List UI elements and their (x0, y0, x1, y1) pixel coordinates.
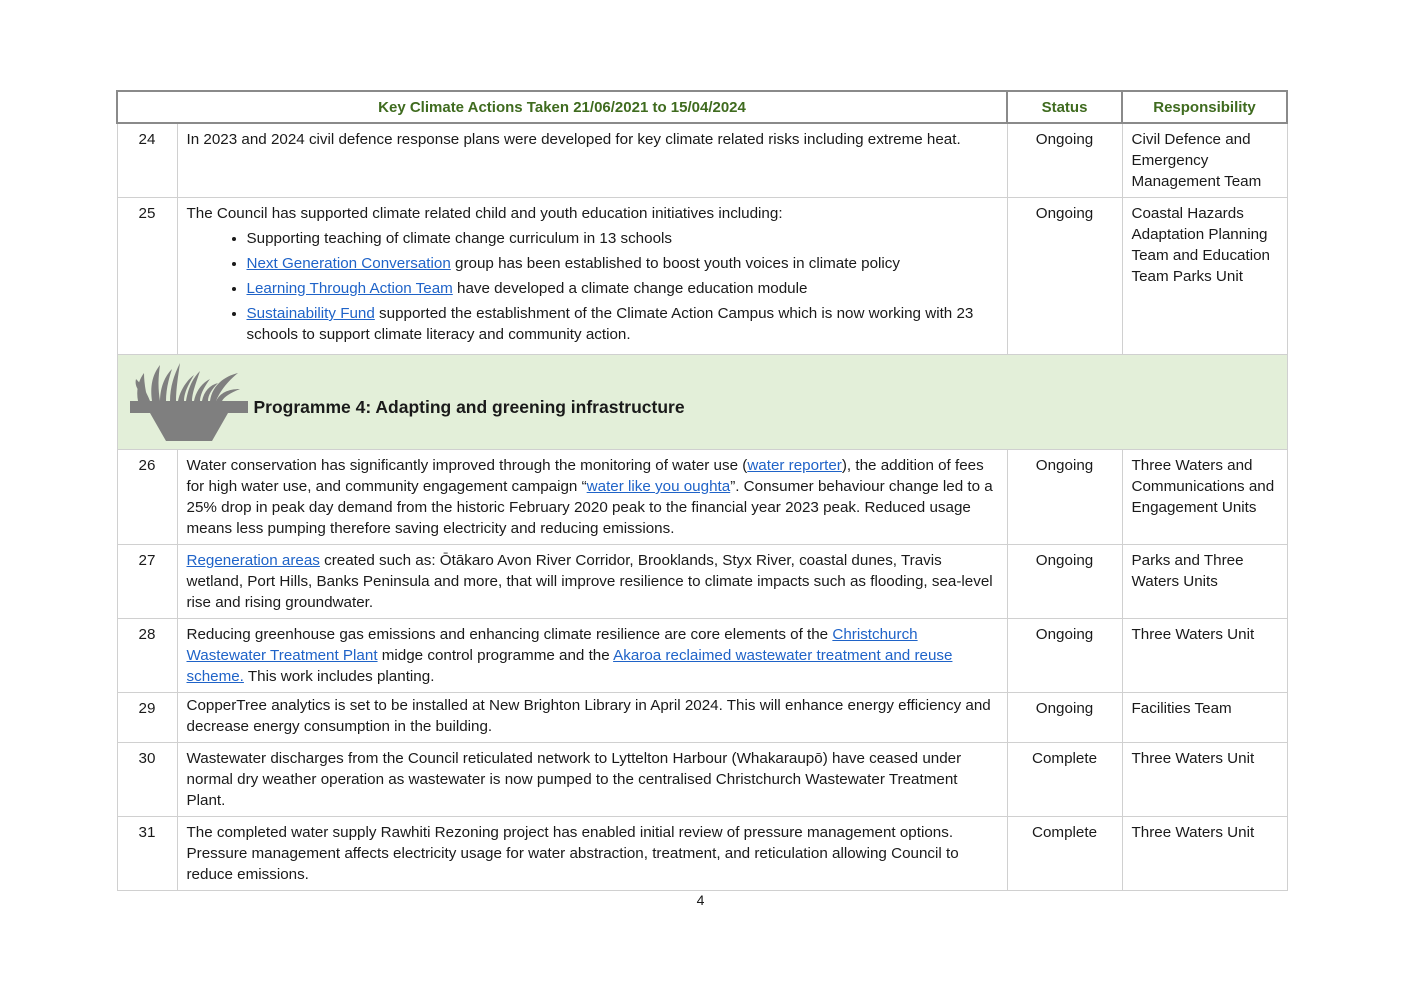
programme-title: Programme 4: Adapting and greening infrastructure (253, 396, 685, 417)
table-row (117, 198, 1287, 355)
row-responsibility: Parks and Three Waters Units (1122, 545, 1287, 619)
row-number: 31 (117, 817, 177, 891)
next-generation-conversation-link[interactable]: Next Generation Conversation (246, 255, 451, 272)
water-like-you-oughta-link[interactable]: water like you oughta (586, 478, 731, 495)
list-item-text: group has been established to boost youth voices in climate policy (450, 255, 900, 272)
christchurch-wastewater-treatment-plant-link[interactable]: Christchurch Wastewater Treatment Plant (186, 626, 918, 664)
row-text: created such as: Ōtākaro Avon River Corridor, Brooklands, Styx River, coastal dunes, Travis wetland, Port Hills, Banks Peninsula and more, that will improve resilience to climate impacts such as flooding, sea-level rise and rising groundwater. (186, 552, 993, 611)
row-text: midge control programme and the (377, 647, 614, 664)
row-status: Ongoing (1007, 545, 1122, 619)
row-description (177, 450, 1007, 545)
programme-section-row (117, 355, 1287, 450)
header-title: Key Climate Actions Taken 21/06/2021 to 15/04/2024 (117, 91, 1007, 123)
row-responsibility: Civil Defence and Emergency Management Team (1122, 123, 1287, 198)
row-text: This work includes planting. (243, 668, 435, 685)
row-status: Complete (1007, 743, 1122, 817)
row-number: 25 (117, 198, 177, 355)
row-number: 28 (117, 619, 177, 693)
row-number: 30 (117, 743, 177, 817)
row-text: Water conservation has significantly improved through the monitoring of water use ( (186, 457, 748, 474)
table-header-row (117, 91, 1287, 123)
row-description: Wastewater discharges from the Council reticulated network to Lyttelton Harbour (Whakaraupō) have ceased under normal dry weather operation as wastewater is now pumped to the centralised Christchurch Wastewater Treatment Plant. (177, 743, 1007, 817)
programme-heading-cell (117, 355, 1007, 450)
row-description: The completed water supply Rawhiti Rezoning project has enabled initial review of pressure management options. Pressure management affects electricity usage for water abstraction, treatment, and reticulation allowing Council to reduce emissions. (177, 817, 1007, 891)
row-responsibility: Three Waters and Communications and Engagement Units (1122, 450, 1287, 545)
row-number: 26 (117, 450, 177, 545)
page-number: 4 (696, 892, 705, 908)
row-status: Ongoing (1007, 693, 1122, 743)
row-responsibility: Three Waters Unit (1122, 817, 1287, 891)
row-responsibility: Three Waters Unit (1122, 619, 1287, 693)
list-item-text: Supporting teaching of climate change curriculum in 13 schools (246, 230, 672, 247)
water-reporter-link[interactable]: water reporter (747, 457, 842, 474)
table-row (117, 743, 1287, 817)
table-row (117, 619, 1287, 693)
row-intro: The Council has supported climate related child and youth education initiatives including: (186, 205, 783, 222)
list-item-text: supported the establishment of the Climate Action Campus which is now working with 23 schools to support climate literacy and community action. (246, 305, 974, 343)
row-text: Reducing greenhouse gas emissions and enhancing climate resilience are core elements of the (186, 626, 833, 643)
list-item (247, 253, 999, 274)
row-responsibility: Three Waters Unit (1122, 743, 1287, 817)
row-status: Complete (1007, 817, 1122, 891)
row-description (177, 619, 1007, 693)
row-status: Ongoing (1007, 619, 1122, 693)
learning-through-action-team-link[interactable]: Learning Through Action Team (246, 280, 453, 297)
row-responsibility: Facilities Team (1122, 693, 1287, 743)
table-row (117, 817, 1287, 891)
row-status: Ongoing (1007, 450, 1122, 545)
education-initiatives-list (187, 228, 999, 345)
row-description: CopperTree analytics is set to be installed at New Brighton Library in April 2024. This will enhance energy efficiency and decrease energy consumption in the building. (177, 693, 1007, 743)
row-number: 27 (117, 545, 177, 619)
climate-actions-table (116, 90, 1288, 891)
row-responsibility: Coastal Hazards Adaptation Planning Team and Education Team Parks Unit (1122, 198, 1287, 355)
row-description (177, 198, 1007, 355)
table-row (117, 123, 1287, 198)
row-status: Ongoing (1007, 123, 1122, 198)
row-text: ”. Consumer behaviour change led to a 25% drop in peak day demand from the historic February 2020 peak to the financial year 2023 peak. Reduced usage means less pumping therefore saving electricity and reducing emissions. (186, 478, 993, 537)
programme-empty-cell (1007, 355, 1122, 450)
row-description (177, 545, 1007, 619)
table-row (117, 693, 1287, 743)
header-responsibility: Responsibility (1122, 91, 1287, 123)
header-status: Status (1007, 91, 1122, 123)
row-status: Ongoing (1007, 198, 1122, 355)
table-row (117, 545, 1287, 619)
list-item (247, 303, 999, 345)
row-number: 29 (117, 693, 177, 743)
list-item (247, 228, 999, 249)
plant-planter-icon (130, 361, 248, 443)
list-item-text: have developed a climate change education module (452, 280, 808, 297)
sustainability-fund-link[interactable]: Sustainability Fund (246, 305, 375, 322)
row-number: 24 (117, 123, 177, 198)
list-item (247, 278, 999, 299)
programme-empty-cell (1122, 355, 1287, 450)
akaroa-wastewater-scheme-link[interactable]: Akaroa reclaimed wastewater treatment and reuse scheme. (186, 647, 953, 685)
regeneration-areas-link[interactable]: Regeneration areas (186, 552, 320, 569)
row-description: In 2023 and 2024 civil defence response plans were developed for key climate related risks including extreme heat. (177, 123, 1007, 198)
table-row (117, 450, 1287, 545)
row-text: ), the addition of fees for high water use, and community engagement campaign “ (186, 457, 984, 495)
